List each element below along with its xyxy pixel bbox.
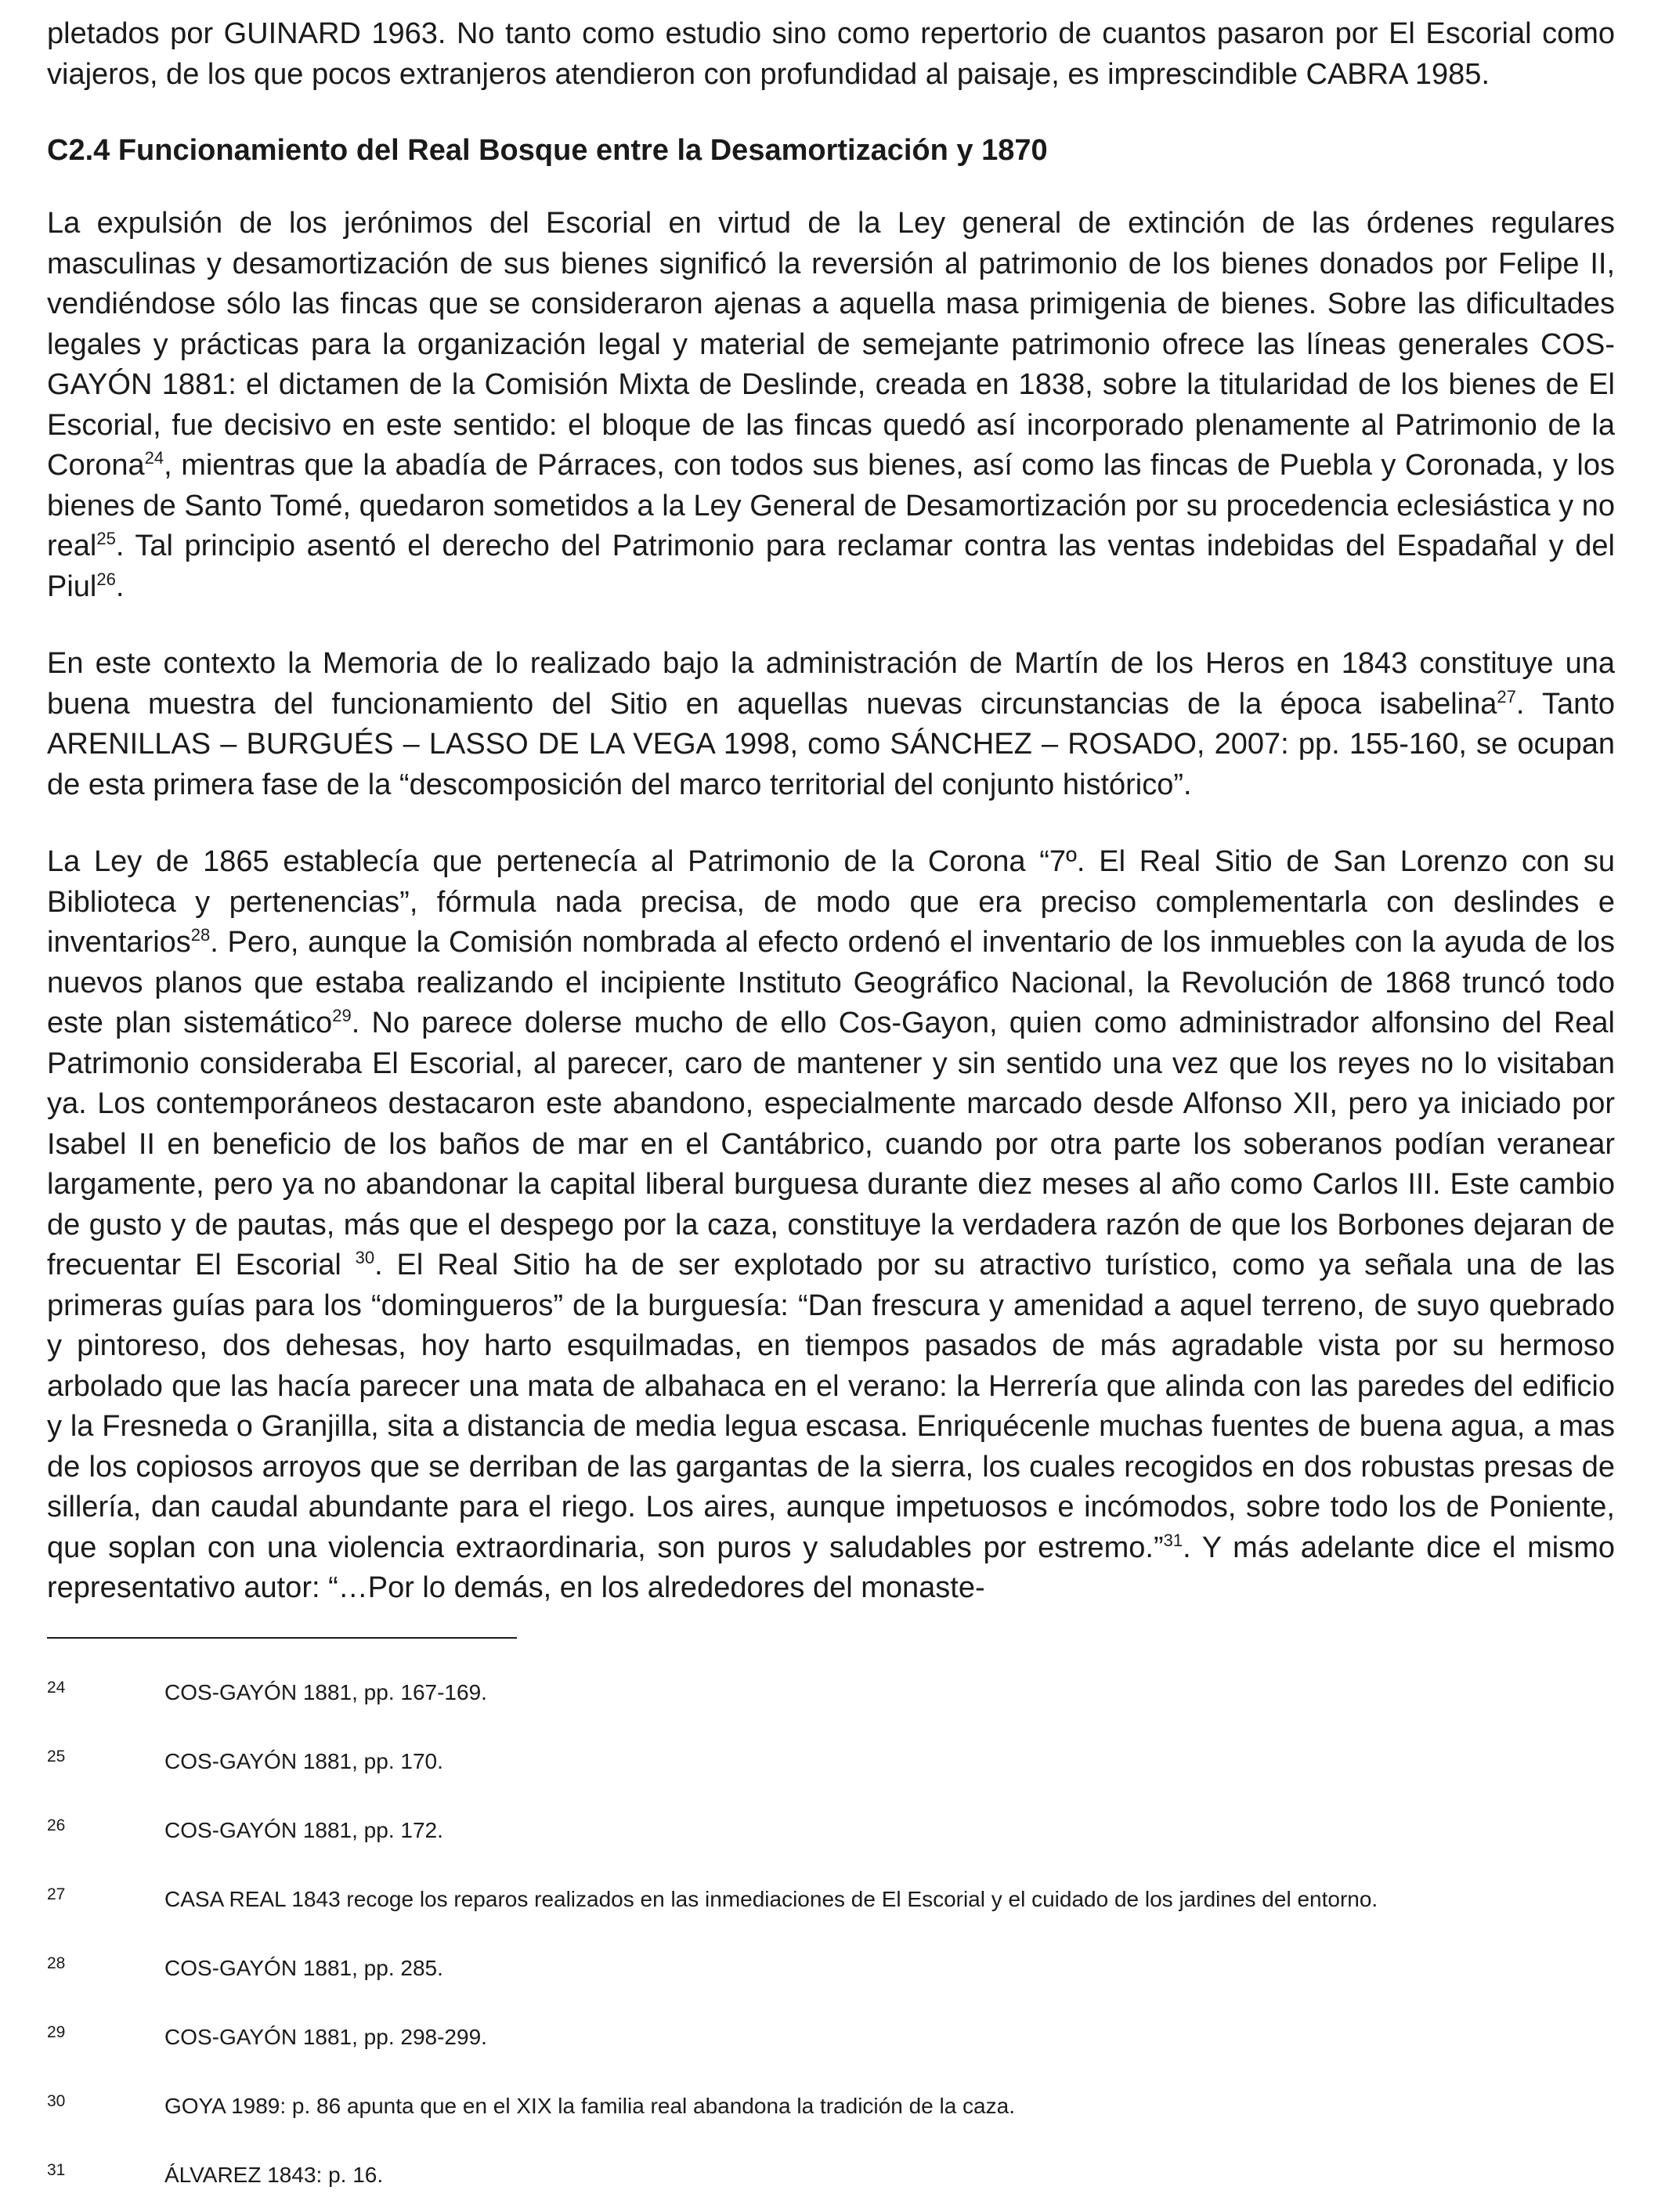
footnote-item [47, 1679, 1615, 1729]
section-heading: C2.4 Funcionamiento del Real Bosque entre la Desamortización y 1870 [47, 134, 1048, 167]
footnote-ref[interactable]: 27 [1497, 686, 1516, 707]
page-body [47, 14, 1615, 1646]
footnote-number: 24 [47, 1679, 66, 1697]
footnote-item [47, 1817, 1615, 1867]
footnote-text: ÁLVAREZ 1843: p. 16. [164, 2163, 384, 2187]
paragraph-text: La expulsión de los jerónimos del Escorial en virtud de la Ley general de extinción de las órdenes regulares masculinas y desamortización de sus bienes significó la reversión al patrimonio de los bienes donados por Felipe II, vendiéndose sólo las fincas que se consideraron ajenas a aquella masa primigenia de bienes. Sobre las dificultades legales y prácticas para la organización legal y material de semejante patrimonio ofrece las líneas generales COS-GAYÓN 1881: el dictamen de la Comisión Mixta de Deslinde, creada en 1838, sobre la titularidad de los bienes de El Escorial, fue decisivo en este sentido: el bloque de las fincas quedó así incorporado plenamente al Patrimonio de la Corona [47, 207, 1615, 482]
footnote-number: 29 [47, 2023, 66, 2041]
footnote-text: COS-GAYÓN 1881, pp. 167-169. [164, 1680, 487, 1704]
footnote-number: 27 [47, 1885, 66, 1903]
footnote-ref[interactable]: 28 [190, 925, 211, 945]
paragraph-text: . Y más adelante dice el mismo representativo autor: “…Por lo demás, en los alrededores del monaste- [47, 1531, 1616, 1604]
footnote-ref[interactable]: 31 [1163, 1530, 1183, 1550]
footnote-item [47, 2093, 1615, 2143]
footnote-number: 30 [47, 2092, 66, 2110]
footnote-text: COS-GAYÓN 1881, pp. 285. [164, 1956, 443, 1980]
footnote-text: COS-GAYÓN 1881, pp. 172. [164, 1818, 443, 1842]
paragraph-text: . Tal principio asentó el derecho del Patrimonio para reclamar contra las ventas indebidas del Espadañal y del Piul [47, 530, 1615, 603]
footnote-ref[interactable]: 30 [355, 1248, 375, 1267]
paragraph-text: . Tanto ARENILLAS – BURGUÉS – LASSO DE LA VEGA 1998, como SÁNCHEZ – ROSADO, 2007: pp. 155-160, se ocupan de esta primera fase de la “descomposición del marco territorial del conjunto histórico”. [47, 687, 1616, 801]
paragraph-text: , mientras que la abadía de Párraces, con todos sus bienes, así como las fincas de Puebla y Coronada, y los bienes de Santo Tomé, quedaron sometidos a la Ley General de Desamortización por su procedencia eclesiástica y no real [47, 449, 1615, 562]
footnote-item [47, 1748, 1615, 1798]
footnote-number: 26 [47, 1816, 66, 1834]
footnote-ref[interactable]: 25 [96, 529, 116, 548]
footnote-ref[interactable]: 24 [144, 448, 164, 468]
footnote-text: CASA REAL 1843 recoge los reparos realizados en las inmediaciones de El Escorial y el cuidado de los jardines del entorno. [164, 1887, 1378, 1911]
footnote-item [47, 2024, 1615, 2074]
paragraph-text: En este contexto la Memoria de lo realizado bajo la administración de Martín de los Heros en 1843 constituye una buena muestra del funcionamiento del Sitio en aquellas nuevas circunstancias de la época isabelina [47, 647, 1615, 721]
paragraph-memoria [47, 644, 1615, 805]
paragraph-ley-1865 [47, 842, 1615, 1609]
paragraph-text: . [115, 569, 125, 603]
intro-paragraph: pletados por GUINARD 1963. No tanto como estudio sino como repertorio de cuantos pasaron por El Escorial como viajeros, de los que pocos extranjeros atendieron con profundidad al paisaje, es imprescindible CABRA 1985. [47, 17, 1615, 91]
footnote-item [47, 1886, 1615, 1936]
footnote-text: COS-GAYÓN 1881, pp. 170. [164, 1749, 443, 1773]
footnote-item [47, 2162, 1615, 2212]
footnotes-list [47, 1661, 1615, 2212]
footnote-number: 31 [47, 2161, 66, 2179]
paragraph-desamortizacion [47, 204, 1615, 607]
footnote-separator [47, 1637, 517, 1639]
footnote-ref[interactable]: 29 [332, 1006, 352, 1025]
paragraph-text: La Ley de 1865 establecía que pertenecía al Patrimonio de la Corona “7º. El Real Sitio de San Lorenzo con su Biblioteca y pertenencias”, fórmula nada precisa, de modo que era preciso complementarla con deslindes e inventarios [47, 845, 1615, 959]
footnote-number: 28 [47, 1954, 66, 1972]
footnote-text: COS-GAYÓN 1881, pp. 298-299. [164, 2025, 487, 2049]
paragraph-text: . Pero, aunque la Comisión nombrada al efecto ordenó el inventario de los inmuebles con la ayuda de los nuevos planos que estaba realizando el incipiente Instituto Geográfico Nacional, la Revolución de 1868 truncó todo este plan sistemático [47, 926, 1615, 1039]
footnote-item [47, 1955, 1615, 2005]
footnote-number: 25 [47, 1748, 66, 1766]
paragraph-text: . No parece dolerse mucho de ello Cos-Gayon, quien como administrador alfonsino del Real Patrimonio consideraba El Escorial, al parecer, caro de mantener y sin sentido una vez que los reyes no lo visitaban ya. Los contemporáneos destacaron este abandono, especialmente marcado desde Alfonso XII, pero ya iniciado por Isabel II en beneficio de los baños de mar en el Cantábrico, cuando por otra parte los soberanos podían veranear largamente, pero ya no abandonar la capital liberal burguesa durante diez meses al año como Carlos III. Este cambio de gusto y de pautas, más que el despego por la caza, constituye la verdadera razón de que los Borbones dejaran de frecuentar El Escorial [47, 1007, 1615, 1281]
footnote-ref[interactable]: 26 [96, 569, 116, 589]
paragraph-text: . El Real Sitio ha de ser explotado por su atractivo turístico, como ya señala una de las primeras guías para los “domingueros” de la burguesía: “Dan frescura y amenidad a aquel terreno, de suyo quebrado y pintoreso, dos dehesas, hoy harto esquilmadas, en tiempos pasados de más agradable vista por su hermoso arbolado que las hacía parecer una mata de albahaca en el verano: la Herrería que alinda con las paredes del edificio y la Fresneda o Granjilla, sita a distancia de media legua escasa. Enriquécenle muchas fuentes de buena agua, a mas de los copiosos arroyos que se derriban de las gargantas de la sierra, los cuales recogidos en dos robustas presas de sillería, dan caudal abundante para el riego. Los aires, aunque impetuosos e incómodos, sobre todo los de Poniente, que soplan con una violencia extraordinaria, son puros y saludables por estremo.” [47, 1249, 1615, 1564]
footnote-text: GOYA 1989: p. 86 apunta que en el XIX la familia real abandona la tradición de la caza. [164, 2094, 1015, 2118]
